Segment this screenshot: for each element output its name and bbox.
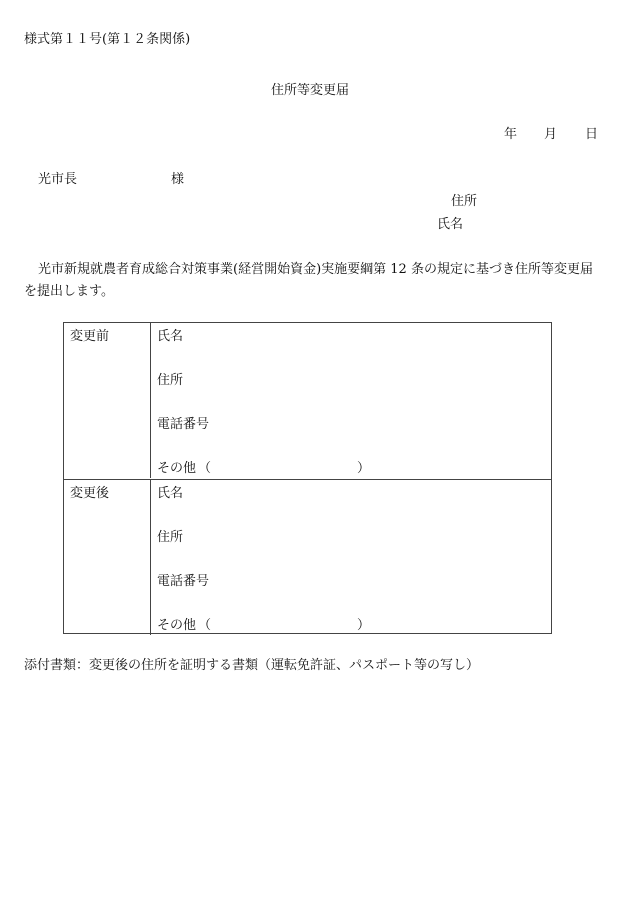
column-divider [150,323,151,478]
before-name-field: 氏名 [157,329,184,344]
before-other-paren-open: （ [198,461,212,476]
after-address-field: 住所 [157,530,184,545]
after-name-field: 氏名 [157,486,184,501]
before-other-paren-close: ） [357,461,371,476]
before-phone-field: 電話番号 [157,417,210,432]
addressee-recipient: 光市長 [38,172,78,187]
after-other-paren-close: ） [357,618,371,633]
after-phone-field: 電話番号 [157,574,210,589]
section-after-change [64,479,551,635]
section-before-change [64,323,551,478]
before-other-label: その他 [157,461,197,476]
section-label-after: 変更後 [70,486,110,501]
addressee-honorific: 様 [171,172,185,187]
section-label-before: 変更前 [70,329,110,344]
before-address-field: 住所 [157,373,184,388]
form-number: 様式第１１号(第１２条関係) [24,32,191,47]
after-other-paren-open: （ [198,618,212,633]
after-other-label: その他 [157,618,197,633]
body-text: 光市新規就農者育成総合対策事業(経営開始資金)実施要綱第 12 条の規定に基づき住所等変更届を提出します。 [24,262,593,299]
change-table [63,322,552,634]
date-day-label: 日 [585,127,599,142]
before-other-field [157,461,371,477]
column-divider [150,480,151,635]
document-title: 住所等変更届 [271,83,350,98]
date-month-label: 月 [544,127,558,142]
sender-address-label: 住所 [451,194,478,209]
attachments-note: 添付書類：変更後の住所を証明する書類（運転免許証、パスポート等の写し） [24,658,480,673]
after-other-field [157,618,371,634]
sender-name-label: 氏名 [437,217,464,232]
date-year-label: 年 [504,127,518,142]
